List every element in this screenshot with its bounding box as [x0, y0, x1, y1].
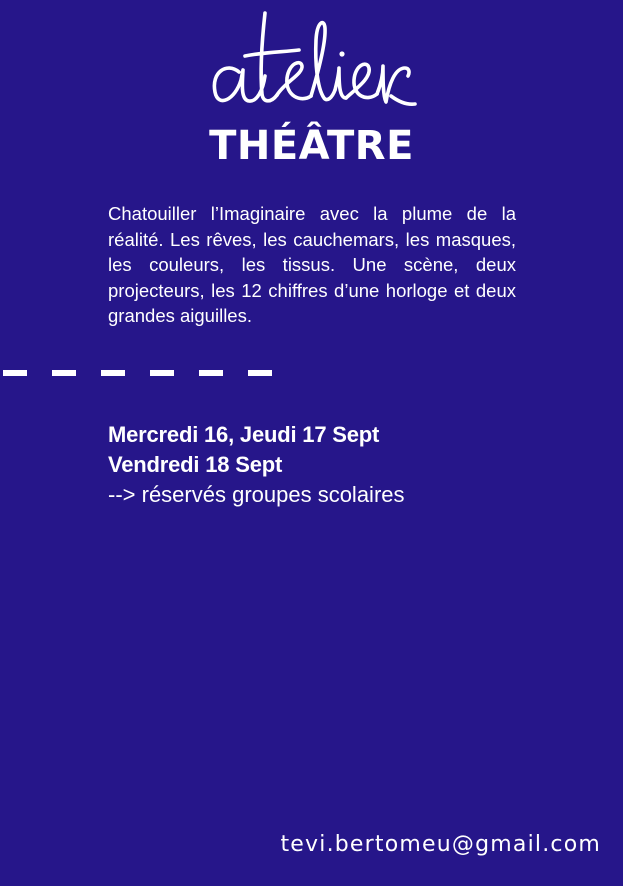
- schedule-note: --> réservés groupes scolaires: [108, 482, 405, 507]
- divider-dash: [52, 370, 76, 376]
- divider-dash: [101, 370, 125, 376]
- page-title: THÉÂTRE: [209, 123, 414, 169]
- atelier-script-logo: [205, 10, 420, 115]
- divider-dash: [248, 370, 272, 376]
- divider-dash: [150, 370, 174, 376]
- divider-dash: [199, 370, 223, 376]
- schedule-dates-line-2: Vendredi 18 Sept: [108, 452, 283, 477]
- atelier-handwritten-svg: [205, 10, 420, 115]
- description-paragraph: Chatouiller l’Imaginaire avec la plume de la réalité. Les rêves, les cauchemars, les masques, les couleurs, les tissus. Une scène, deux projecteurs, les 12 chiffres d’une horloge et deux grandes aiguilles.: [108, 203, 516, 326]
- dashed-divider: [3, 370, 283, 380]
- divider-dash: [3, 370, 27, 376]
- schedule-dates-line-1: Mercredi 16, Jeudi 17 Sept: [108, 422, 380, 447]
- contact-email: tevi.bertomeu@gmail.com: [280, 832, 601, 857]
- schedule-block: [108, 420, 588, 510]
